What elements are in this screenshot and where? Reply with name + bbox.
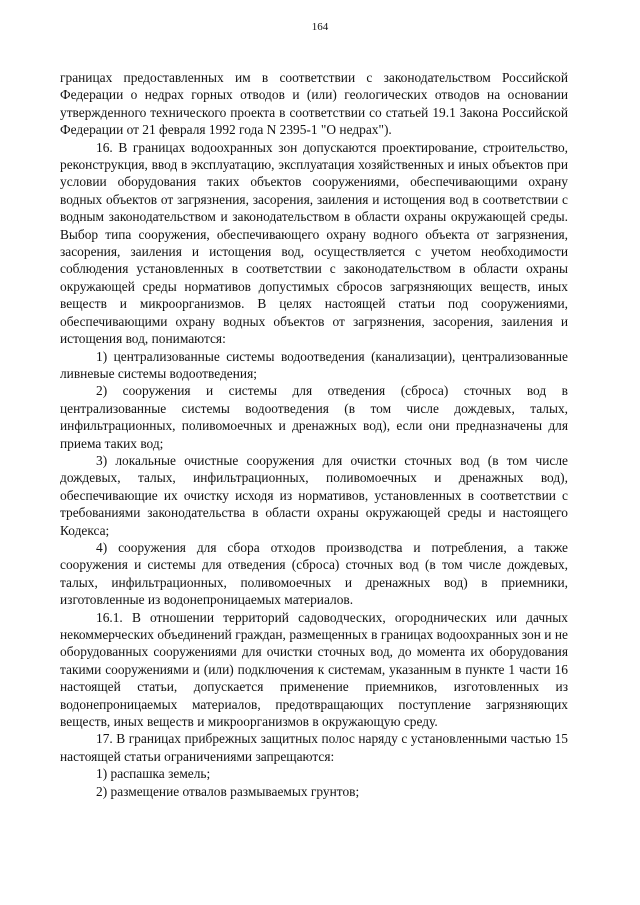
paragraph-item-17: 17. В границах прибрежных защитных полос наряду с установленными частью 15 настоящей статьи ограничениями запрещаются: [60,731,568,764]
paragraph-item-17-sub-1: 1) распашка земель; [96,766,211,782]
document-body [60,69,568,800]
paragraph-item-16: 16. В границах водоохранных зон допускаются проектирование, строительство, реконструкция, ввод в эксплуатацию, эксплуатация хозяйственных и иных объектов при условии оборудования таких объектов сооружениями, обеспечивающими охрану водных объектов от загрязнения, засорения, заиления и истощения вод в соответствии с водным законодательством и законодательством в области охраны окружающей среды. Выбор типа сооружения, обеспечивающего охрану водного объекта от загрязнения, засорения, заиления и истощения вод, осуществляется с учетом необходимости соблюдения установленных в соответствии с законодательством в области охраны окружающей среды нормативов допустимых сбросов загрязняющих веществ, иных веществ и микроорганизмов. В целях настоящей статьи под сооружениями, обеспечивающими охрану водных объектов от загрязнения, засорения, заиления и истощения вод, понимаются: [60,139,568,347]
paragraph-continuation: границах предоставленных им в соответствии с законодательством Российской Федерации о недрах горных отводов и (или) геологических отводов на основании утвержденного технического проекта в соответствии со статьей 19.1 Закона Российской Федерации от 21 февраля 1992 года N 2395-1 "О недрах"). [60,70,568,138]
paragraph-subitem-3: 3) локальные очистные сооружения для очистки сточных вод (в том числе дождевых, талых, инфильтрационных, поливомоечных и дренажных вод), обеспечивающие их очистку исходя из нормативов, установленных в соответствии с требованиями законодательства в области охраны окружающей среды и настоящего Кодекса; [60,452,568,538]
paragraph-subitem-2: 2) сооружения и системы для отведения (сброса) сточных вод в централизованные системы водоотведения (в том числе дождевых, талых, инфильтрационных, поливомоечных и дренажных вод), если они предназначены для приема таких вод; [60,383,568,451]
paragraph-item-16-1: 16.1. В отношении территорий садоводческих, огороднических или дачных некоммерческих объединений граждан, размещенных в границах водоохранных зон и не оборудованных сооружениями для очистки сточных вод, до момента их оборудования такими сооружениями и (или) подключения к системам, указанным в пункте 1 части 16 настоящей статьи, допускается применение приемников, изготовленных из водонепроницаемых материалов, предотвращающих поступление загрязняющих веществ, иных веществ и микроорганизмов в окружающую среду. [60,609,568,730]
paragraph-subitem-4: 4) сооружения для сбора отходов производства и потребления, а также сооружения и системы для отведения (сброса) сточных вод (в том числе дождевых, талых, инфильтрационных, поливомоечных и дренажных вод) в приемники, изготовленные из водонепроницаемых материалов. [60,539,568,608]
paragraph-subitem-1: 1) централизованные системы водоотведения (канализации), централизованные ливневые системы водоотведения; [60,348,568,381]
page-number: 164 [311,21,329,33]
paragraph-item-17-sub-2: 2) размещение отвалов размываемых грунтов; [96,783,360,799]
